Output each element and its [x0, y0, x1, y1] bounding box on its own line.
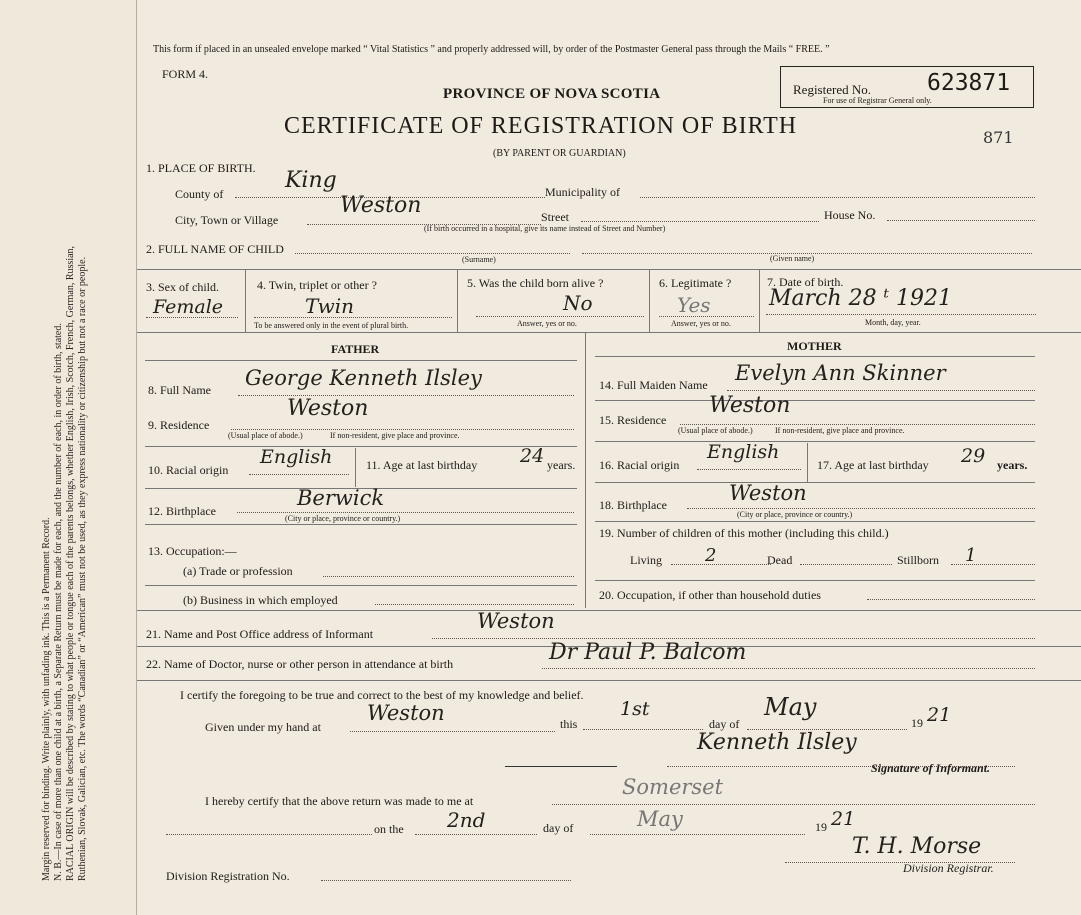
mother-abode-note: (Usual place of abode.)	[678, 426, 753, 435]
father-nonresident-note: If non-resident, give place and province.	[330, 431, 460, 440]
father-race-label: 10. Racial origin	[148, 463, 229, 477]
details-divider-3	[649, 269, 650, 332]
surname-note: (Surname)	[462, 255, 496, 264]
stillborn-label: Stillborn	[897, 553, 940, 567]
father-age-value: 24	[520, 445, 545, 467]
father-birthplace-label: 12. Birthplace	[148, 504, 216, 518]
stillborn-line	[951, 564, 1035, 565]
informant-signature: Kenneth Ilsley	[697, 730, 857, 755]
mother-race-age-divider	[807, 443, 808, 482]
details-divider-4	[759, 269, 760, 332]
father-birthplace-line	[237, 512, 574, 513]
signature-label: Signature of Informant.	[871, 761, 991, 775]
county-label: County of	[175, 187, 224, 201]
street-line	[581, 221, 819, 222]
place-of-birth-label: 1. PLACE OF BIRTH.	[146, 161, 256, 175]
doctor-value: Dr Paul P. Balcom	[549, 640, 747, 665]
city-value: Weston	[340, 193, 422, 218]
mother-heading-rule	[595, 356, 1035, 357]
father-race-value: English	[260, 446, 333, 468]
form-title: CERTIFICATE OF REGISTRATION OF BIRTH	[284, 113, 798, 139]
informant-sign-rule	[505, 766, 617, 767]
mother-birthplace-value: Weston	[729, 481, 807, 505]
mother-birthplace-line	[687, 508, 1035, 509]
registrar-place-line	[552, 804, 1035, 805]
margin-line-3: RACIAL ORIGIN will be described by stating to what people or tongue each of the parents belongs, whether English, Irish, Scotch, French, German, Russian,	[65, 245, 76, 881]
mother-rule-3	[595, 482, 1035, 483]
certify-top-rule	[137, 680, 1081, 681]
mother-name-value: Evelyn Ann Skinner	[735, 361, 946, 385]
father-business-line	[375, 604, 574, 605]
father-rule-3	[145, 524, 577, 525]
living-line	[671, 564, 771, 565]
mother-rule-4	[595, 521, 1035, 522]
municipality-label: Municipality of	[545, 185, 620, 199]
date-note: Month, day, year.	[865, 318, 921, 327]
division-registrar-label: Division Registrar.	[903, 861, 994, 875]
given-name-note: (Given name)	[770, 254, 815, 263]
given-at-line	[350, 731, 555, 732]
margin-line-1: Margin reserved for binding. Write plainly, with unfading ink. This is a Permanent Record.	[41, 517, 52, 881]
registered-label: Registered No.	[793, 82, 871, 97]
alive-label: 5. Was the child born alive ?	[467, 276, 604, 290]
registrar-day-of-label: day of	[543, 821, 574, 835]
registered-number: 623871	[927, 70, 1011, 96]
registrar-day-value: 2nd	[447, 808, 486, 832]
registered-box	[780, 66, 1034, 108]
father-birthplace-value: Berwick	[297, 486, 385, 510]
twin-note: To be answered only in the event of plural birth.	[254, 321, 409, 330]
mail-notice: This form if placed in an unsealed envelope marked “ Vital Statistics ” and properly addressed will, by order of the Postmaster General pass through the Mails “ FREE. ”	[153, 44, 830, 55]
registrar-year-prefix: 19	[815, 820, 827, 834]
mother-residence-label: 15. Residence	[599, 413, 667, 427]
mother-occupation-label: 20. Occupation, if other than household duties	[599, 588, 821, 602]
registrar-year-value: 21	[831, 808, 856, 830]
father-abode-note: (Usual place of abode.)	[228, 431, 303, 440]
living-label: Living	[630, 553, 662, 567]
given-day-line	[583, 729, 703, 730]
division-registration-line	[321, 880, 571, 881]
children-label: 19. Number of children of this mother (including this child.)	[599, 526, 889, 540]
birth-form	[137, 0, 1081, 915]
father-residence-line	[231, 429, 574, 430]
date-label: 7. Date of birth.	[767, 275, 844, 289]
parents-top-rule	[137, 332, 1081, 333]
father-occupation-label: 13. Occupation:—	[148, 544, 237, 558]
mother-age-value: 29	[961, 445, 986, 467]
informant-line	[432, 638, 1035, 639]
form-number: FORM 4.	[162, 67, 209, 81]
registrar-place-value: Somerset	[622, 775, 724, 799]
father-residence-label: 9. Residence	[148, 418, 210, 432]
mother-rule-2	[595, 441, 1035, 442]
hospital-note: (If birth occurred in a hospital, give its name instead of Street and Number)	[424, 224, 666, 233]
given-year-prefix: 19	[911, 716, 923, 730]
doctor-line	[542, 668, 1035, 669]
father-heading: FATHER	[331, 342, 380, 356]
father-name-label: 8. Full Name	[148, 383, 211, 397]
margin-instructions	[41, 61, 89, 881]
parents-divider	[585, 332, 586, 608]
sex-label: 3. Sex of child.	[146, 280, 219, 294]
surname-line	[295, 253, 570, 254]
mother-residence-line	[680, 424, 1035, 425]
stillborn-value: 1	[965, 545, 977, 566]
informant-label: 21. Name and Post Office address of Informant	[146, 627, 374, 641]
father-race-age-divider	[355, 448, 356, 487]
father-name-value: George Kenneth Ilsley	[245, 366, 482, 390]
given-day-value: 1st	[620, 698, 650, 720]
father-age-label: 11. Age at last birthday	[366, 458, 478, 472]
father-residence-value: Weston	[287, 396, 369, 421]
registrar-on-label: on the	[374, 822, 404, 836]
mother-rule-5	[595, 580, 1035, 581]
legitimate-value: Yes	[677, 293, 711, 317]
margin-line-2: N. B.—In case of more than one child at a birth, a Separate Return must be made for each, and the number of each, in order of birth, stated.	[53, 323, 64, 881]
mother-city-note: (City or place, province or country.)	[737, 510, 853, 519]
alive-line	[476, 316, 644, 317]
twin-label: 4. Twin, triplet or other ?	[257, 278, 377, 292]
father-rule-4	[145, 585, 577, 586]
father-race-line	[249, 474, 349, 475]
father-rule-1	[145, 446, 577, 447]
date-line	[766, 314, 1036, 315]
dead-label: Dead	[767, 553, 793, 567]
mother-race-label: 16. Racial origin	[599, 458, 680, 472]
informant-value: Weston	[477, 609, 555, 633]
given-at-label: Given under my hand at	[205, 720, 321, 734]
date-value: March 28 ᵗ 1921	[769, 286, 953, 311]
details-divider-1	[245, 269, 246, 332]
margin-line-4: Ruthenian, Slovak, Galician, etc. The words “Canadian” or “American” must not be used, as they express nationality or citizenship but not a race or people.	[77, 256, 88, 881]
father-city-note: (City or place, province or country.)	[285, 514, 401, 523]
father-age-years: years.	[547, 458, 576, 472]
county-value: King	[285, 168, 337, 193]
form-subtitle: (BY PARENT OR GUARDIAN)	[493, 148, 626, 159]
alive-note: Answer, yes or no.	[517, 319, 577, 328]
mother-age-years: years.	[997, 458, 1028, 472]
sex-value: Female	[153, 296, 224, 318]
registered-note: For use of Registrar General only.	[823, 96, 932, 105]
legitimate-note: Answer, yes or no.	[671, 319, 731, 328]
informant-top-rule	[137, 610, 1081, 611]
registrar-signature: T. H. Morse	[852, 834, 982, 859]
house-label: House No.	[824, 208, 876, 222]
municipality-line	[640, 197, 1035, 198]
mother-residence-value: Weston	[709, 393, 791, 418]
house-line	[887, 220, 1035, 221]
details-divider-2	[457, 269, 458, 332]
mother-name-line	[727, 390, 1035, 391]
registrar-statement: I hereby certify that the above return was made to me at	[205, 794, 474, 808]
mother-rule-1	[595, 400, 1035, 401]
twin-value: Twin	[305, 294, 355, 318]
father-trade-line	[323, 576, 574, 577]
registrar-month-line	[590, 834, 805, 835]
this-label: this	[560, 717, 578, 731]
given-at-value: Weston	[367, 701, 445, 725]
sex-line	[146, 317, 238, 318]
mother-age-label: 17. Age at last birthday	[817, 458, 929, 472]
mother-birthplace-label: 18. Birthplace	[599, 498, 667, 512]
doctor-label: 22. Name of Doctor, nurse or other person in attendance at birth	[146, 657, 454, 671]
legitimate-line	[659, 316, 754, 317]
province-heading: PROVINCE OF NOVA SCOTIA	[443, 86, 661, 102]
registrar-day-line	[415, 834, 537, 835]
child-name-label: 2. FULL NAME OF CHILD	[146, 242, 284, 256]
mother-name-label: 14. Full Maiden Name	[599, 378, 708, 392]
father-heading-rule	[145, 360, 577, 361]
binding-margin	[0, 0, 137, 915]
mother-race-value: English	[707, 441, 780, 463]
city-label: City, Town or Village	[175, 213, 279, 227]
living-value: 2	[705, 545, 717, 566]
certify-statement: I certify the foregoing to be true and correct to the best of my knowledge and belief.	[180, 688, 584, 702]
street-label: Street	[541, 210, 569, 224]
mother-nonresident-note: If non-resident, give place and province.	[775, 426, 905, 435]
registrar-month-value: May	[637, 807, 683, 831]
division-registration-label: Division Registration No.	[166, 869, 290, 883]
given-year-value: 21	[927, 704, 952, 726]
father-business-label: (b) Business in which employed	[183, 593, 338, 607]
dead-line	[800, 564, 892, 565]
legitimate-label: 6. Legitimate ?	[659, 276, 732, 290]
father-trade-label: (a) Trade or profession	[183, 564, 293, 578]
details-top-rule	[137, 269, 1081, 270]
given-day-of-label: day of	[709, 717, 740, 731]
mother-occupation-line	[867, 599, 1035, 600]
twin-line	[254, 317, 452, 318]
registered-mark: 871	[983, 128, 1014, 147]
mother-race-line	[697, 469, 801, 470]
mother-heading: MOTHER	[787, 339, 842, 353]
given-month-value: May	[764, 693, 817, 721]
alive-value: No	[563, 291, 593, 315]
registrar-left-line	[166, 834, 372, 835]
